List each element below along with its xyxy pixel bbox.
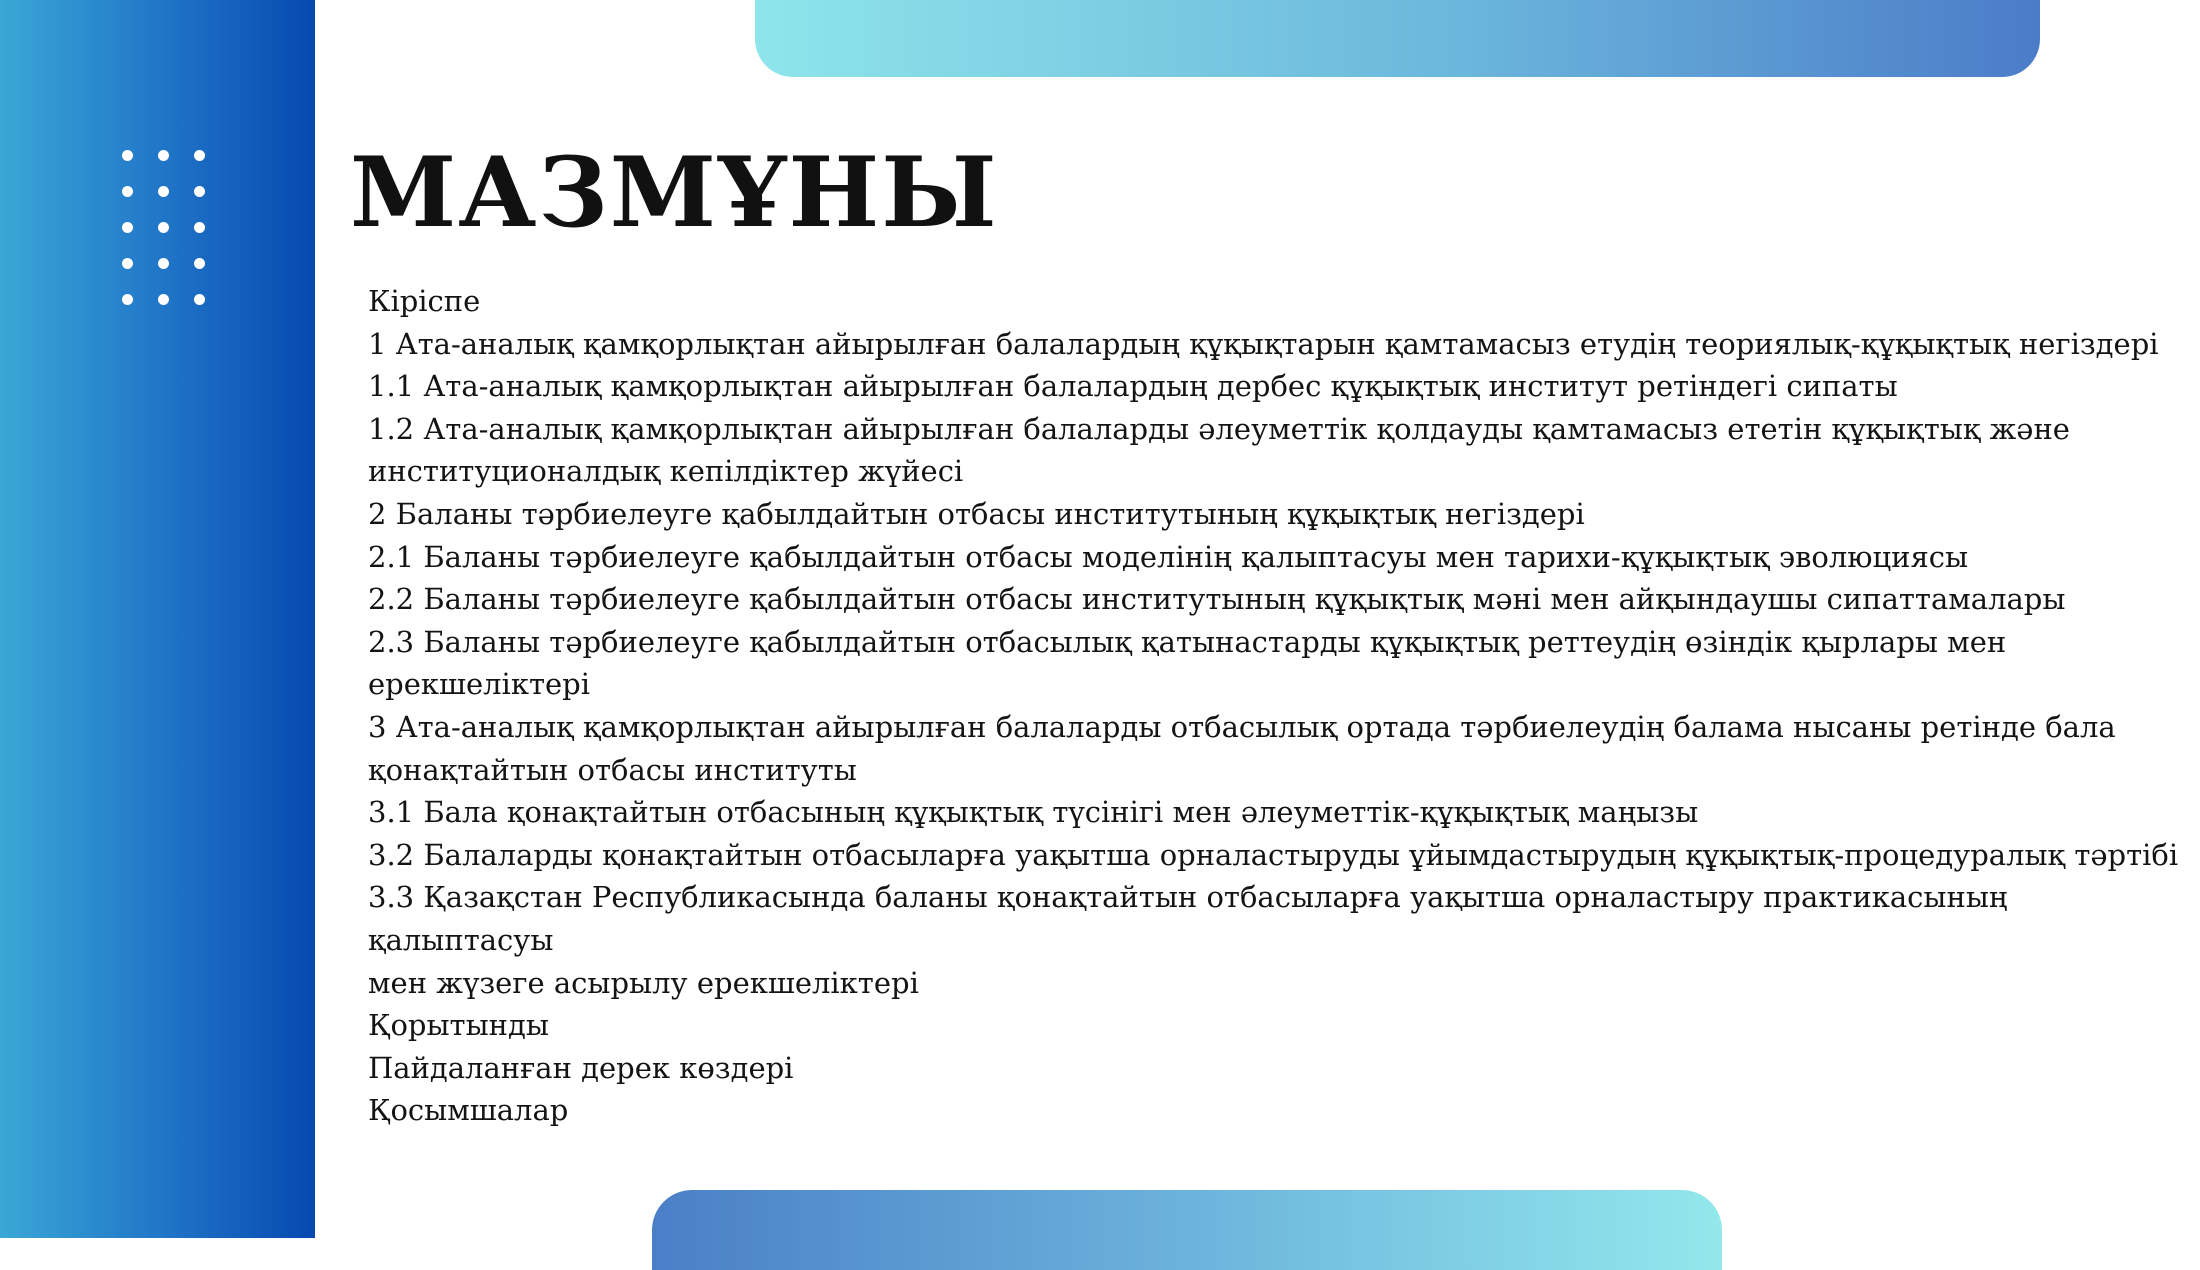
- toc-item-1-2: 1.2 Ата-аналық қамқорлықтан айырылған балаларды әлеуметтік қолдауды қамтамасыз ететін құқықтық және институционалдық кепілдіктер жүйесі: [368, 411, 2070, 489]
- toc-item-2-3: 2.3 Баланы тәрбиелеуге қабылдайтын отбасылық қатынастарды құқықтық реттеудің өзіндік қырлары мен ерекшеліктері: [368, 624, 2007, 702]
- page-title: МАЗМҰНЫ: [350, 136, 999, 249]
- dot-icon: [194, 294, 205, 305]
- toc-item-appendices: Қосымшалар: [368, 1093, 569, 1128]
- toc-item-conclusion: Қорытынды: [368, 1008, 549, 1043]
- dot-icon: [158, 186, 169, 197]
- toc-item-intro: Кіріспе: [368, 284, 481, 318]
- toc-item-3-3: 3.3 Қазақстан Республикасында баланы қонақтайтын отбасыларға уақытша орналастыру практикасының қалыптасуы мен жүзеге асырылу ерекшеліктері: [368, 880, 2008, 1000]
- table-of-contents: [368, 280, 2188, 1132]
- toc-item-2: 2 Баланы тәрбиелеуге қабылдайтын отбасы институтының құқықтық негіздері: [368, 496, 1585, 531]
- dot-icon: [122, 258, 133, 269]
- toc-item-1: 1 Ата-аналық қамқорлықтан айырылған балалардың құқықтарын қамтамасыз етудің теориялық-құқықтық негіздері: [368, 326, 2159, 361]
- toc-item-references: Пайдаланған дерек көздері: [368, 1050, 794, 1085]
- toc-item-2-2: 2.2 Баланы тәрбиелеуге қабылдайтын отбасы институтының құқықтық мәні мен айқындаушы сипаттамалары: [368, 582, 2066, 617]
- toc-item-3-1: 3.1 Бала қонақтайтын отбасының құқықтық түсінігі мен әлеуметтік-құқықтық маңызы: [368, 795, 1699, 830]
- dot-icon: [194, 222, 205, 233]
- side-panel: [0, 0, 315, 1238]
- toc-item-2-1: 2.1 Баланы тәрбиелеуге қабылдайтын отбасы моделінің қалыптасуы мен тарихи-құқықтық эволюциясы: [368, 539, 1969, 574]
- dot-icon: [122, 150, 133, 161]
- toc-item-3: 3 Ата-аналық қамқорлықтан айырылған балаларды отбасылық ортада тәрбиелеудің балама нысаны ретінде бала қонақтайтын отбасы институты: [368, 709, 2116, 787]
- toc-item-1-1: 1.1 Ата-аналық қамқорлықтан айырылған балалардың дербес құқықтық институт ретіндегі сипаты: [368, 369, 1898, 404]
- dot-icon: [122, 186, 133, 197]
- dot-icon: [122, 222, 133, 233]
- dot-icon: [194, 186, 205, 197]
- top-accent-bar: [755, 0, 2040, 77]
- dot-icon: [158, 222, 169, 233]
- dot-icon: [194, 150, 205, 161]
- dot-icon: [158, 258, 169, 269]
- dot-icon: [158, 150, 169, 161]
- dot-icon: [158, 294, 169, 305]
- bottom-accent-bar: [652, 1190, 1722, 1270]
- dot-grid-icon: [122, 150, 212, 310]
- dot-icon: [122, 294, 133, 305]
- toc-item-3-2: 3.2 Балаларды қонақтайтын отбасыларға уақытша орналастыруды ұйымдастырудың құқықтық-процедуралық тәртібі: [368, 837, 2179, 872]
- dot-icon: [194, 258, 205, 269]
